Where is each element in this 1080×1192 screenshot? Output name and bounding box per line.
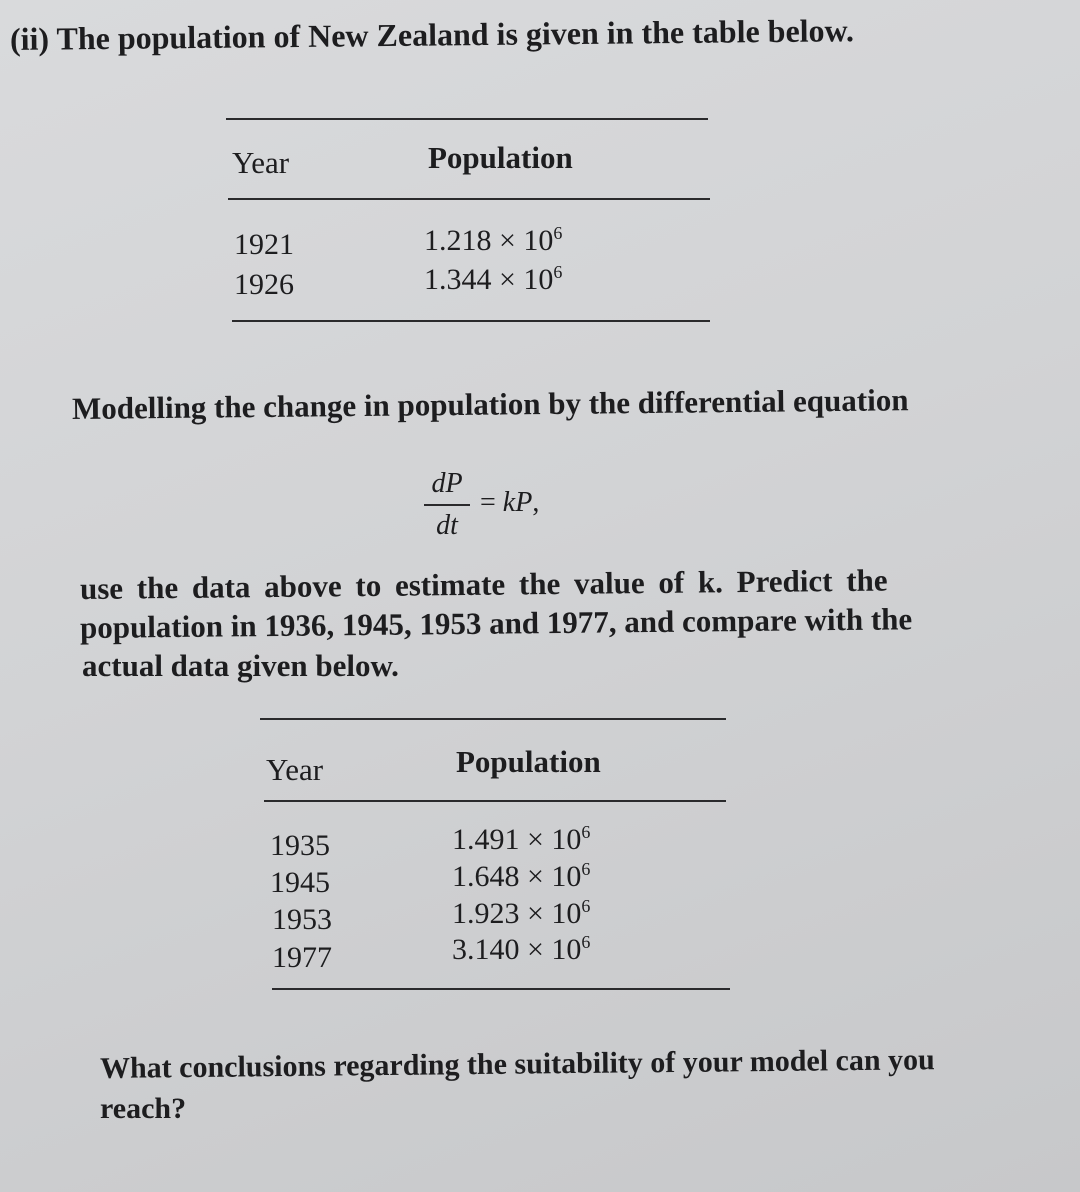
instruction-line: use the data above to estimate the value of k. Predict the bbox=[79, 562, 888, 606]
power-base: 10 bbox=[551, 860, 582, 893]
table-header-rule bbox=[228, 198, 710, 200]
power-exponent: 6 bbox=[581, 896, 591, 916]
power-exponent: 6 bbox=[581, 932, 591, 952]
power-exponent: 6 bbox=[553, 262, 563, 282]
population-mantissa: 1.648 bbox=[452, 860, 520, 893]
population-mantissa: 1.923 bbox=[452, 897, 520, 930]
table-bottom-rule bbox=[232, 320, 710, 322]
equation-rhs bbox=[480, 487, 539, 519]
power-base: 10 bbox=[551, 897, 582, 930]
power-exponent: 6 bbox=[581, 859, 591, 879]
table-top-rule bbox=[260, 718, 726, 720]
conclusion-line: What conclusions regarding the suitability of your model can you bbox=[99, 1043, 935, 1085]
conclusion-line: reach? bbox=[100, 1092, 187, 1125]
population-column-header: Population bbox=[428, 140, 573, 175]
population-cell bbox=[452, 897, 590, 931]
times-symbol: × bbox=[527, 860, 544, 893]
year-column-header: Year bbox=[266, 752, 324, 787]
fraction-denominator: dt bbox=[436, 510, 458, 541]
derivative-fraction bbox=[422, 468, 472, 544]
equation-comma: , bbox=[532, 487, 540, 518]
population-cell bbox=[452, 823, 590, 857]
times-symbol: × bbox=[527, 897, 544, 930]
times-symbol: × bbox=[499, 263, 516, 296]
instruction-line: actual data given below. bbox=[82, 648, 399, 683]
population-cell bbox=[424, 263, 562, 297]
table-top-rule bbox=[226, 118, 708, 120]
fraction-numerator: dP bbox=[431, 468, 463, 499]
fraction-bar bbox=[424, 504, 470, 506]
population-mantissa: 1.344 bbox=[424, 263, 492, 296]
year-column-header: Year bbox=[232, 145, 290, 180]
instruction-line: population in 1936, 1945, 1953 and 1977, and compare with the bbox=[79, 601, 913, 645]
year-cell: 1921 bbox=[234, 228, 294, 261]
population-mantissa: 1.491 bbox=[452, 823, 520, 856]
modelling-text: Modelling the change in population by the differential equation bbox=[71, 382, 909, 426]
year-cell: 1926 bbox=[234, 268, 294, 301]
question-heading: (ii) The population of New Zealand is given in the table below. bbox=[9, 12, 855, 57]
population-cell bbox=[452, 860, 590, 894]
power-exponent: 6 bbox=[553, 223, 563, 243]
times-symbol: × bbox=[527, 933, 544, 966]
year-cell: 1935 bbox=[270, 829, 330, 862]
times-symbol: × bbox=[499, 224, 516, 257]
table-bottom-rule bbox=[272, 988, 730, 990]
year-cell: 1953 bbox=[272, 903, 332, 936]
power-base: 10 bbox=[551, 933, 582, 966]
power-exponent: 6 bbox=[581, 822, 591, 842]
year-cell: 1945 bbox=[270, 866, 330, 899]
table-header-rule bbox=[264, 800, 726, 802]
population-mantissa: 1.218 bbox=[424, 224, 492, 257]
kp-term: kP bbox=[502, 487, 533, 518]
population-cell bbox=[452, 933, 590, 967]
population-cell bbox=[424, 224, 562, 258]
power-base: 10 bbox=[523, 224, 554, 257]
population-column-header: Population bbox=[456, 744, 601, 779]
year-cell: 1977 bbox=[272, 941, 332, 974]
times-symbol: × bbox=[527, 823, 544, 856]
power-base: 10 bbox=[551, 823, 582, 856]
power-base: 10 bbox=[523, 263, 554, 296]
population-mantissa: 3.140 bbox=[452, 933, 520, 966]
equals-sign: = bbox=[480, 487, 496, 518]
